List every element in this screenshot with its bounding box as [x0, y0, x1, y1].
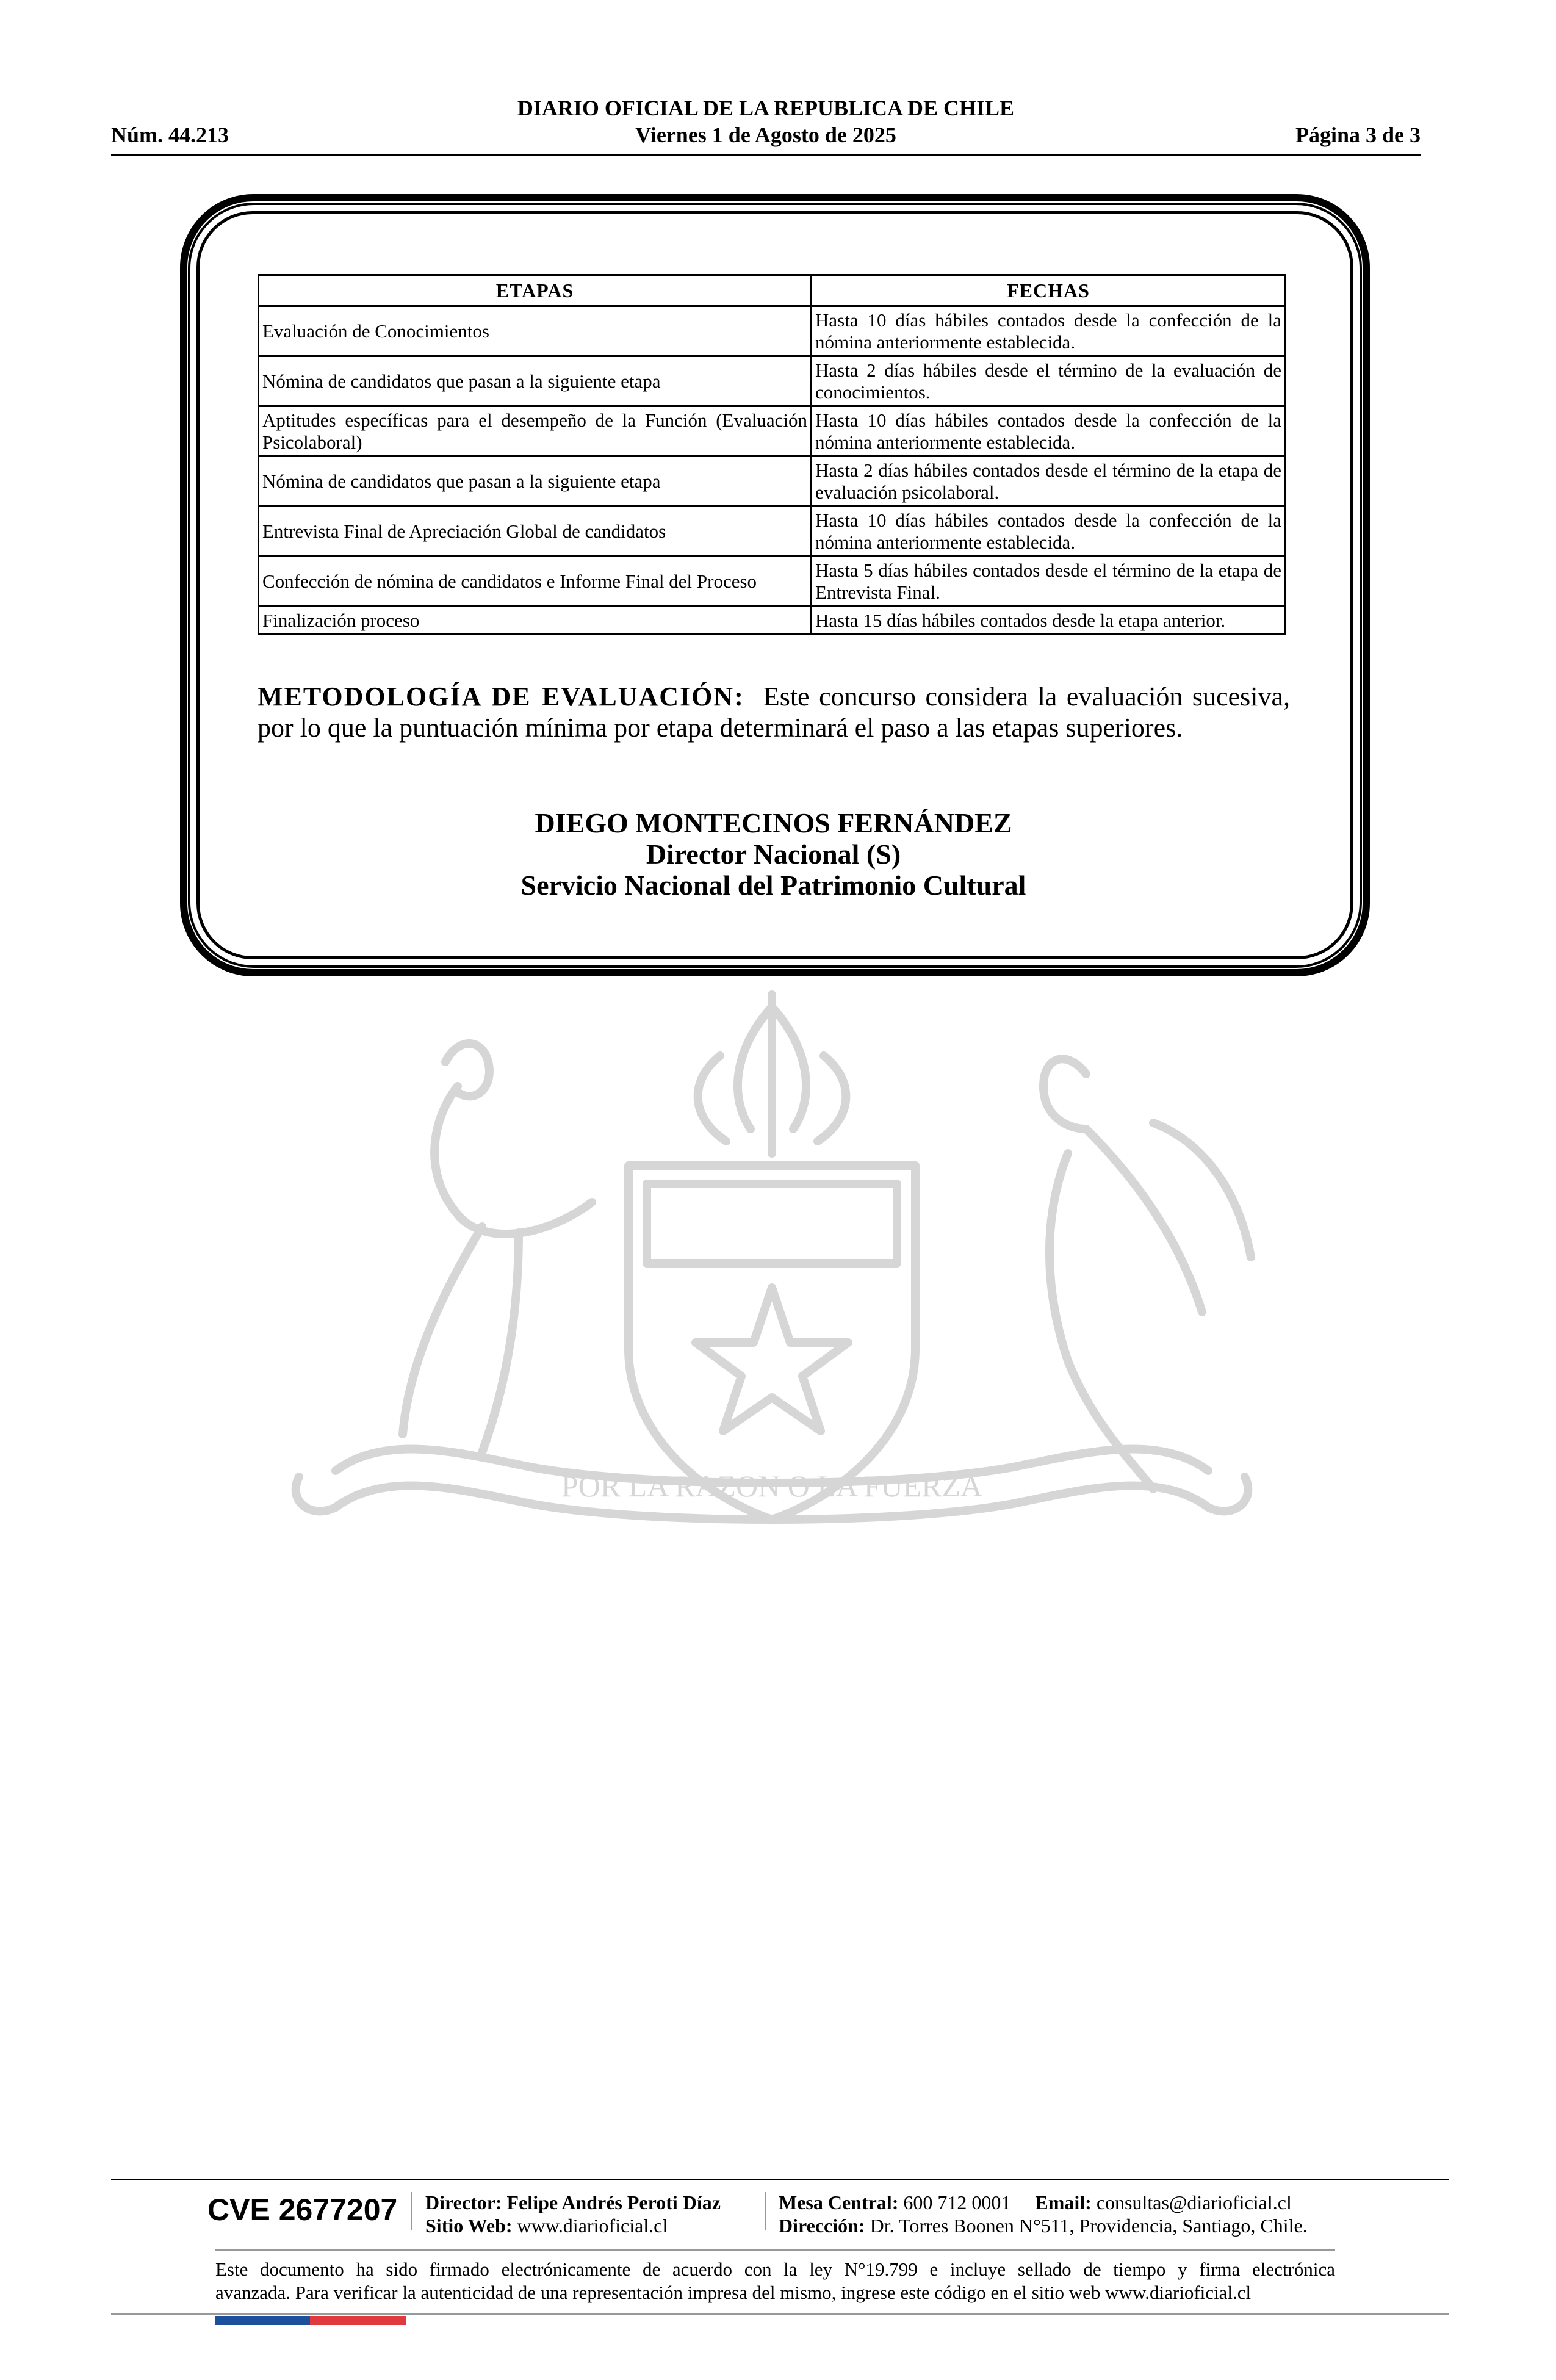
flag-stripe-blue	[215, 2316, 310, 2325]
phone-number: 600 712 0001	[903, 2191, 1011, 2213]
issue-number: Núm. 44.213	[111, 123, 229, 147]
footer-divider-middle	[215, 2249, 1335, 2251]
footer-divider-top	[111, 2179, 1449, 2180]
watermark-motto: POR LA RAZON O LA FUERZA	[561, 1469, 983, 1503]
coat-of-arms-watermark	[201, 970, 1342, 1672]
stage-cell: Evaluación de Conocimientos	[259, 306, 812, 356]
date-cell: Hasta 15 días hábiles contados desde la etapa anterior.	[812, 607, 1286, 635]
signatory-title: Director Nacional (S)	[646, 838, 901, 870]
website-link[interactable]: www.diarioficial.cl	[517, 2215, 668, 2237]
table-row	[259, 306, 1286, 356]
stage-cell: Confección de nómina de candidatos e Informe Final del Proceso	[259, 557, 812, 607]
legal-notice-line: Este documento ha sido firmado electrónicamente de acuerdo con la ley N°19.799 e incluye sellado de tiempo y firma electrónica	[215, 2259, 1335, 2280]
publication-date: Viernes 1 de Agosto de 2025	[635, 123, 896, 147]
legal-notice	[215, 2258, 1335, 2304]
table-row	[259, 507, 1286, 557]
stage-cell: Aptitudes específicas para el desempeño de la Función (Evaluación Psicolaboral)	[259, 406, 812, 456]
email-link[interactable]: consultas@diarioficial.cl	[1096, 2191, 1292, 2213]
table-row	[259, 607, 1286, 635]
footer-divider-bottom	[111, 2313, 1449, 2315]
date-cell: Hasta 2 días hábiles desde el término de la evaluación de conocimientos.	[812, 356, 1286, 406]
stage-cell: Entrevista Final de Apreciación Global de candidatos	[259, 507, 812, 557]
stage-cell: Nómina de candidatos que pasan a la siguiente etapa	[259, 456, 812, 507]
methodology-label: METODOLOGÍA DE EVALUACIÓN:	[258, 682, 744, 712]
table-row	[259, 456, 1286, 507]
table-header-row	[259, 275, 1286, 306]
methodology-paragraph	[258, 681, 1290, 743]
table-row	[259, 557, 1286, 607]
director-name: Felipe Andrés Peroti Díaz	[506, 2191, 721, 2213]
signatory-organization: Servicio Nacional del Patrimonio Cultural	[520, 870, 1026, 901]
date-cell: Hasta 10 días hábiles contados desde la confección de la nómina anteriormente establecida.	[812, 507, 1286, 557]
date-cell: Hasta 10 días hábiles contados desde la confección de la nómina anteriormente establecida.	[812, 406, 1286, 456]
page-indicator: Página 3 de 3	[1295, 123, 1421, 147]
header-divider	[111, 154, 1421, 156]
stages-table	[258, 274, 1286, 635]
methodology-text: Este concurso considera la evaluación sucesiva, por lo que la puntuación mínima por etapa determinará el paso a las etapas superiores.	[258, 682, 1290, 743]
address-label: Dirección:	[779, 2215, 865, 2237]
footer-separator	[411, 2192, 412, 2230]
cve-code: CVE 2677207	[207, 2193, 398, 2227]
date-cell: Hasta 10 días hábiles contados desde la confección de la nómina anteriormente establecida.	[812, 306, 1286, 356]
website-label: Sitio Web:	[425, 2215, 513, 2237]
email-label: Email:	[1035, 2191, 1092, 2213]
director-label: Director:	[425, 2191, 502, 2213]
legal-notice-line: avanzada. Para verificar la autenticidad de una representación impresa del mismo, ingrese este código en el sitio web www.diarioficial.cl	[215, 2282, 1252, 2303]
stage-cell: Nómina de candidatos que pasan a la siguiente etapa	[259, 356, 812, 406]
footer-director-block	[425, 2191, 721, 2237]
address-text: Dr. Torres Boonen N°511, Providencia, Santiago, Chile.	[870, 2215, 1308, 2237]
table-row	[259, 406, 1286, 456]
table-header-fechas: FECHAS	[812, 275, 1286, 306]
flag-stripe-red	[310, 2316, 406, 2325]
phone-label: Mesa Central:	[779, 2191, 899, 2213]
table-row	[259, 356, 1286, 406]
table-header-etapas: ETAPAS	[259, 275, 812, 306]
signatory-name: DIEGO MONTECINOS FERNÁNDEZ	[535, 807, 1012, 838]
footer-contact-block	[779, 2191, 1308, 2237]
publication-title: DIARIO OFICIAL DE LA REPUBLICA DE CHILE	[517, 96, 1015, 120]
signature-block	[0, 807, 1547, 901]
date-cell: Hasta 2 días hábiles contados desde el término de la etapa de evaluación psicolaboral.	[812, 456, 1286, 507]
date-cell: Hasta 5 días hábiles contados desde el término de la etapa de Entrevista Final.	[812, 557, 1286, 607]
footer-separator	[765, 2192, 766, 2230]
stage-cell: Finalización proceso	[259, 607, 812, 635]
